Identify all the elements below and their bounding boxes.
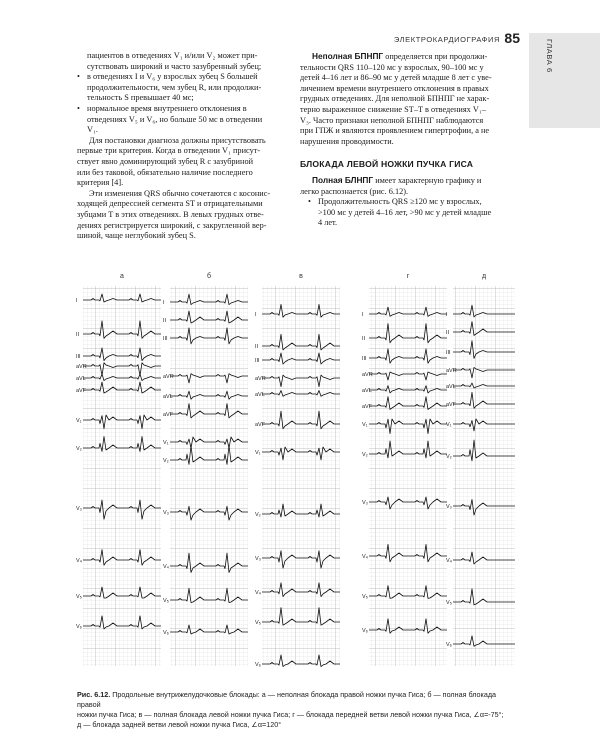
- lead-label: aVF: [76, 388, 87, 394]
- lead-label: II: [76, 332, 80, 338]
- ecg-grid: [453, 286, 515, 666]
- ecg-figure: [75, 268, 515, 678]
- ecg-grid: [170, 286, 248, 666]
- lead-label: V₁: [76, 418, 82, 424]
- panel-letter: б: [206, 273, 212, 280]
- ecg-panel-2: [163, 272, 248, 666]
- text-line: первые три критерия. Когда в отведении V₁ присут-: [77, 146, 261, 156]
- bullet-item: [77, 104, 284, 136]
- lead-label: V₁: [255, 450, 261, 456]
- lead-label: aVL: [255, 392, 265, 398]
- lead-label: aVF: [446, 402, 457, 408]
- right-column: [300, 51, 515, 229]
- lead-label: II: [362, 336, 366, 342]
- lead-label: I: [255, 312, 257, 318]
- lead-label: V₄: [362, 554, 368, 560]
- running-header-title: ЭЛЕКТРОКАРДИОГРАФИЯ: [393, 35, 500, 44]
- text-line: отведениях V₅ и V₆, но больше 50 мс в отведении: [87, 114, 263, 124]
- lead-label: aVL: [163, 394, 173, 400]
- text-line: Для постановки диагноза должны присутствовать: [89, 135, 266, 145]
- lead-label: V₅: [255, 620, 261, 626]
- text-line: легко распознается (рис. 6.12).: [300, 186, 409, 196]
- ecg-grid: [83, 286, 161, 666]
- lead-label: II: [163, 318, 167, 324]
- text-line: зубцами T в этих отведениях. В левых грудных отве-: [77, 209, 264, 219]
- panel-letter: в: [299, 273, 303, 280]
- lead-label: V₁: [446, 422, 452, 428]
- text-line: личением времени внутреннего отклонения в правых: [300, 83, 489, 93]
- lead-label: V₃: [255, 556, 261, 562]
- lead-label: aVL: [362, 388, 372, 394]
- bullet-dot-icon: •: [308, 197, 311, 207]
- text-line: или без таковой, обязательно наличие последнего: [77, 167, 253, 177]
- lead-label: aVR: [446, 368, 457, 374]
- text-line: терно выраженное снижение ST–T в отведениях V₁–: [300, 104, 486, 114]
- ecg-panel-5: [446, 273, 515, 666]
- chapter-tab-label: ГЛАВА 6: [545, 39, 554, 73]
- text-line: V₁.: [87, 125, 98, 135]
- lead-label: V₅: [446, 600, 452, 606]
- lead-label: V₆: [163, 630, 169, 636]
- caption-label: Рис. 6.12.: [77, 690, 111, 699]
- lead-label: V₃: [163, 510, 169, 516]
- lead-label: V₅: [163, 598, 169, 604]
- text-line: 4 лет.: [318, 218, 338, 228]
- lead-label: III: [362, 356, 367, 362]
- text-line: сутствовать широкий и часто зазубренный зубец;: [87, 61, 262, 71]
- text-line: ходящей депрессией сегмента ST и отрицательными: [77, 199, 263, 209]
- lead-term: Полная БЛНПГ: [312, 174, 374, 185]
- text-line: грудных отведениях. Для неполной БПНПГ не харак-: [300, 94, 490, 104]
- lead-label: aVL: [76, 376, 86, 382]
- lead-label: aVF: [255, 422, 266, 428]
- text-line: Продолжительность QRS ≥120 мс у взрослых,: [318, 197, 482, 207]
- page-number: 85: [504, 30, 520, 46]
- lead-label: V₃: [446, 504, 452, 510]
- panel-letter: г: [406, 273, 410, 280]
- text-line: при ГПЖ и являются проявлением гипертрофии, а не: [300, 126, 490, 136]
- lead-label: aVL: [446, 384, 456, 390]
- ecg-grid: [262, 286, 340, 666]
- lead-label: I: [362, 312, 364, 318]
- text-line: тельности QRS 110–120 мс у взрослых, 90–100 мс у: [300, 62, 484, 72]
- bullet-dot-icon: •: [77, 103, 80, 113]
- lead-label: V₆: [76, 624, 82, 630]
- text-line: дениях регистрируется широкий, с закругленной вер-: [77, 220, 267, 230]
- text-line: Полная БЛНПГ имеет характерную графику и: [312, 174, 482, 185]
- lead-label: III: [255, 358, 260, 364]
- text-line: продолжительности, чем зубец R, или продолжи-: [87, 82, 262, 92]
- text-line: >100 мс у детей 4–16 лет, >90 мс у детей младше: [318, 207, 492, 217]
- ecg-panel-1: [76, 273, 161, 666]
- lead-label: V₄: [163, 564, 169, 570]
- left-column: [77, 51, 284, 242]
- section-heading: БЛОКАДА ЛЕВОЙ НОЖКИ ПУЧКА ГИСА: [300, 159, 474, 170]
- lead-label: V₅: [362, 594, 368, 600]
- lead-label: V₂: [76, 446, 82, 452]
- lead-label: II: [255, 344, 259, 350]
- text-line: Эти изменения QRS обычно сочетаются с косонис-: [89, 188, 271, 198]
- text-line: Неполная БПНПГ определяется при продолжи-: [312, 51, 488, 61]
- lead-label: V₃: [76, 506, 82, 512]
- lead-label: III: [446, 350, 451, 356]
- lead-label: aVF: [362, 404, 373, 410]
- lead-label: II: [446, 330, 450, 336]
- caption-line: д — блокада задней ветви левой ножки пучка Гиса, ∠α=120°: [77, 720, 282, 729]
- lead-label: V₄: [446, 558, 452, 564]
- text-line: нарушения проводимости.: [300, 136, 394, 146]
- lead-label: III: [163, 336, 168, 342]
- panel-letter: а: [120, 273, 124, 280]
- lead-label: V₂: [255, 512, 261, 518]
- lead-label: V₃: [362, 500, 368, 506]
- lead-label: V₁: [362, 422, 368, 428]
- text-line: детей 4–16 лет и 86–90 мс у детей младше 8 лет с уве-: [300, 73, 492, 83]
- lead-label: I: [76, 298, 78, 304]
- bullet-dot-icon: •: [77, 72, 80, 82]
- text-line: нормальное время внутреннего отклонения в: [87, 103, 247, 113]
- lead-label: V₅: [76, 594, 82, 600]
- text-line: ствует явно доминирующий зубец R с зазубриной: [77, 156, 254, 166]
- text-line: пациентов в отведениях V₁ и/или V₂ может при-: [87, 51, 258, 60]
- lead-label: V₂: [362, 452, 368, 458]
- text-line: тельность S превышает 40 мс;: [87, 93, 194, 103]
- caption-line: Рис. 6.12. Продольные внутрижелудочковые блокады: а — неполная блокада правой ножки пучка Гиса; б — полная блокада правой: [77, 690, 497, 709]
- lead-label: V₁: [163, 440, 169, 446]
- lead-label: V₂: [446, 454, 452, 460]
- lead-label: V₆: [362, 628, 368, 634]
- lead-label: V₆: [255, 662, 261, 668]
- bullet-item: [300, 197, 515, 229]
- text-line: критерия [4].: [77, 178, 124, 188]
- running-header: [0, 30, 600, 52]
- figure-caption: [77, 690, 517, 730]
- lead-label: V₆: [446, 642, 452, 648]
- bullet-item: [77, 72, 284, 104]
- text-line: V₃. Часто признаки неполной БПНПГ наблюдаются: [300, 115, 484, 125]
- lead-label: V₄: [76, 558, 82, 564]
- lead-label: V₄: [255, 590, 261, 596]
- lead-label: III: [76, 354, 81, 360]
- lead-label: I: [163, 300, 165, 306]
- ecg-panel-3: [255, 273, 340, 668]
- lead-label: V₂: [163, 458, 169, 464]
- panel-letter: д: [481, 273, 487, 280]
- ecg-panels: [75, 268, 515, 678]
- lead-label: aVR: [362, 372, 373, 378]
- text-line: шиной, чаще неглубокий зубец S.: [77, 231, 196, 241]
- ecg-grid: [369, 286, 447, 666]
- caption-line: ножки пучка Гиса; в — полная блокада левой ножки пучка Гиса; г — блокада передней ветви левой ножки пучка Гиса, ∠α=-75°;: [77, 710, 504, 719]
- text-line: в отведениях I и V₆ у взрослых зубец S большей: [87, 72, 258, 82]
- lead-label: aVF: [163, 412, 174, 418]
- chapter-tab: [529, 33, 600, 128]
- ecg-panel-4: [362, 273, 447, 666]
- lead-label: aVR: [163, 374, 174, 380]
- lead-label: aVR: [76, 364, 87, 370]
- lead-label: aVR: [255, 376, 266, 382]
- lead-term: Неполная БПНПГ: [312, 51, 384, 61]
- lead-label: I: [446, 312, 448, 318]
